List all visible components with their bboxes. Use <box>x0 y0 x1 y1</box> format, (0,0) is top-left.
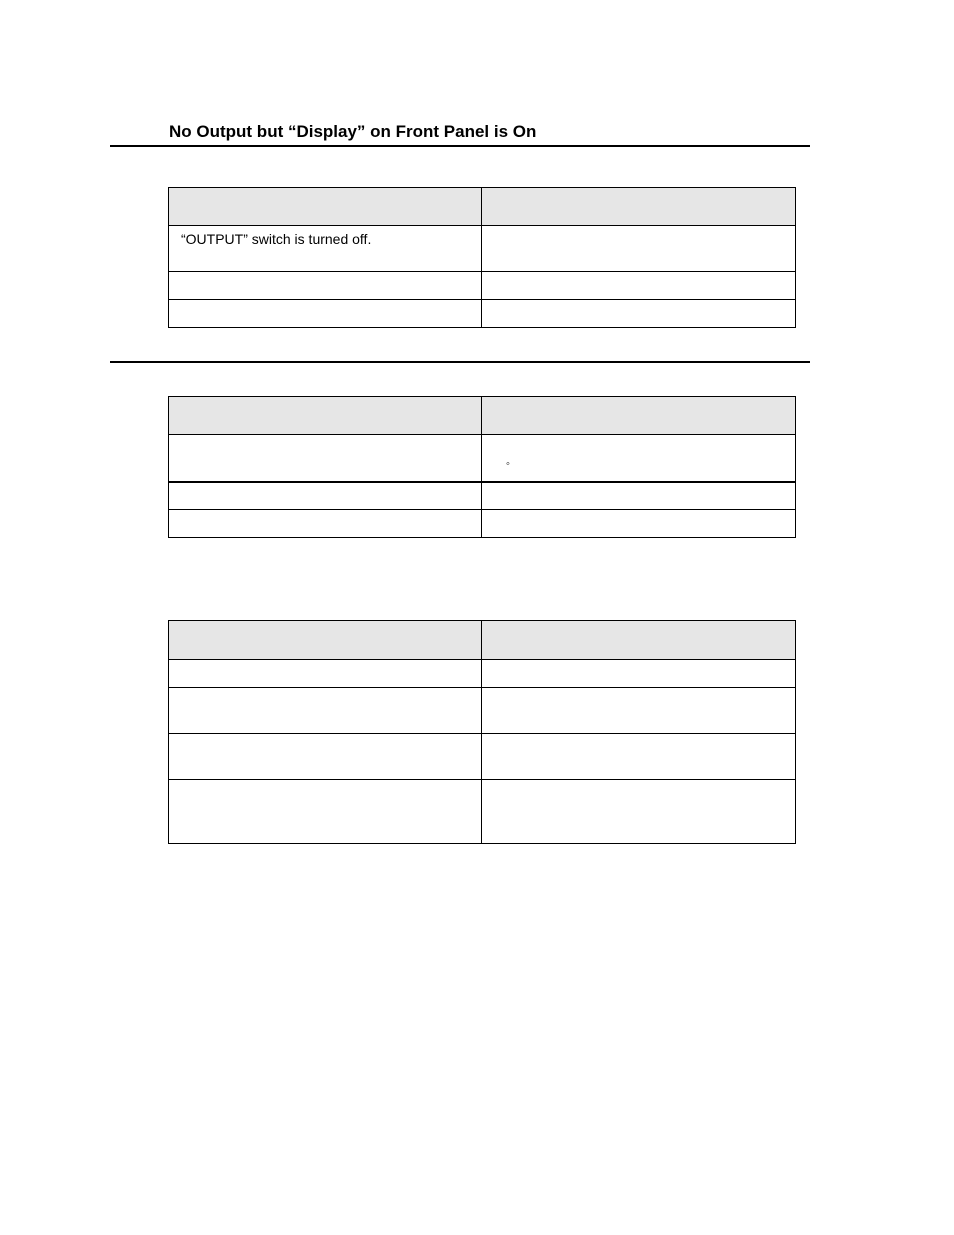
header-cell-solution <box>482 188 796 226</box>
table-cell <box>169 734 482 780</box>
table-cell <box>482 272 796 300</box>
table-cell <box>169 780 482 844</box>
header-cell-solution <box>482 621 796 660</box>
section-divider <box>110 361 810 363</box>
troubleshooting-table-1 <box>168 187 796 328</box>
table-row <box>169 510 796 538</box>
header-cell-solution <box>482 397 796 435</box>
table-cell <box>482 660 796 688</box>
table-row <box>169 780 796 844</box>
section-divider <box>110 145 810 147</box>
table-cell <box>169 510 482 538</box>
table-cell <box>169 660 482 688</box>
table-cell <box>169 272 482 300</box>
header-cell-problem <box>169 397 482 435</box>
table-header-row <box>169 397 796 435</box>
table-cell <box>482 734 796 780</box>
table-row <box>169 272 796 300</box>
troubleshooting-table-2 <box>168 396 796 538</box>
header-cell-problem <box>169 621 482 660</box>
table-row <box>169 300 796 328</box>
table-row <box>169 660 796 688</box>
table-cell <box>169 226 482 272</box>
table-cell <box>169 300 482 328</box>
header-cell-problem <box>169 188 482 226</box>
table-cell <box>482 226 796 272</box>
table-cell <box>169 482 482 510</box>
table-header-row <box>169 621 796 660</box>
table-row <box>169 734 796 780</box>
cell-text: “OUTPUT” switch is turned off. <box>181 231 372 247</box>
table-header-row <box>169 188 796 226</box>
table-cell <box>482 482 796 510</box>
table-cell <box>482 688 796 734</box>
table-cell <box>169 688 482 734</box>
section-title: No Output but “Display” on Front Panel is On <box>169 122 537 141</box>
cell-text <box>494 226 783 231</box>
table-row <box>169 482 796 510</box>
table-cell <box>482 510 796 538</box>
table-cell <box>482 300 796 328</box>
troubleshooting-table-3 <box>168 620 796 844</box>
table-cell <box>482 435 796 482</box>
table-row <box>169 688 796 734</box>
table-cell <box>169 435 482 482</box>
table-row <box>169 435 796 482</box>
bullet-icon: ◦ <box>506 458 510 470</box>
table-row <box>169 226 796 272</box>
table-cell <box>482 780 796 844</box>
